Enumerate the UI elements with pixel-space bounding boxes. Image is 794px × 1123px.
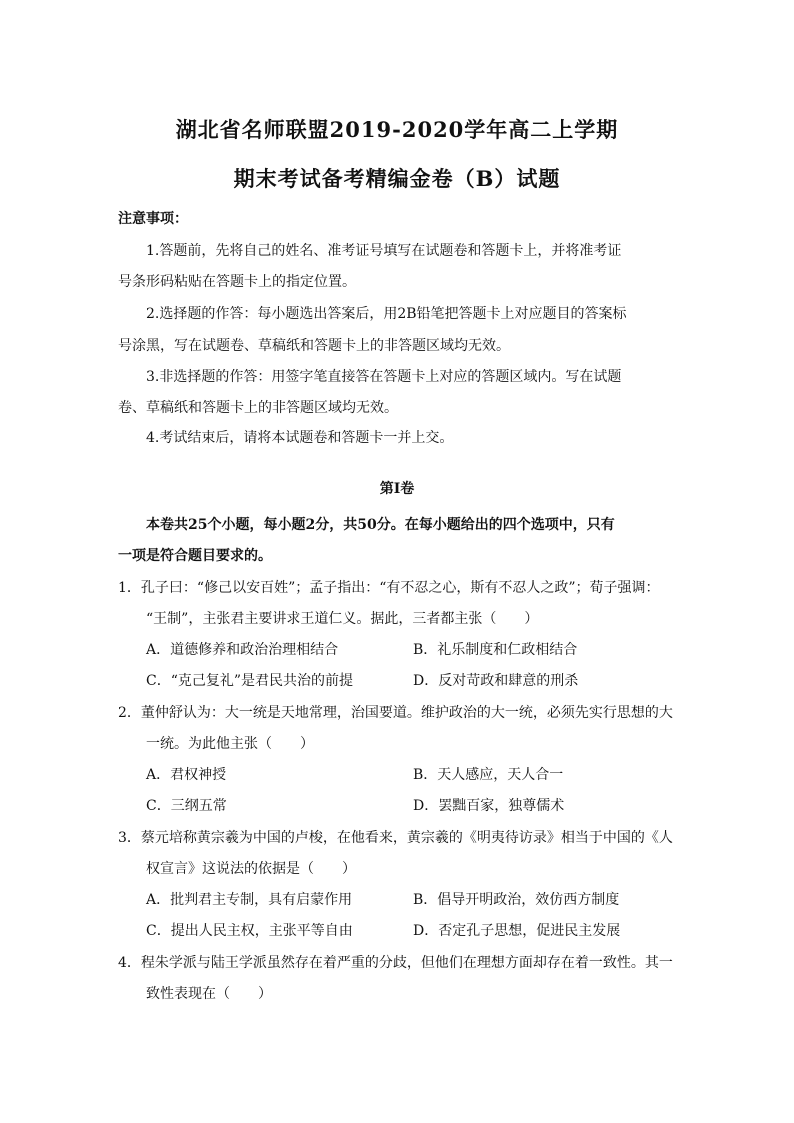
question-1-option-a: A．道德修养和政治治理相结合 <box>146 642 339 658</box>
notes-line: 1.答题前，先将自己的姓名、准考证号填写在试题卷和答题卡上，并将准考证 <box>146 243 622 259</box>
notes-line: 号涂黑，写在试题卷、草稿纸和答题卡上的非答题区域均无效。 <box>118 338 510 354</box>
question-2-stem: 2．董仲舒认为：大一统是天地常理，治国要道。维护政治的大一统，必须先实行思想的大 <box>118 705 673 721</box>
exam-title-line2: 期末考试备考精编金卷（B）试题 <box>233 166 561 191</box>
exam-title-line1: 湖北省名师联盟2019-2020学年高二上学期 <box>175 117 619 142</box>
section-intro-line2: 一项是符合题目要求的。 <box>118 548 272 564</box>
question-3-option-c: C．提出人民主权，主张平等自由 <box>146 923 353 939</box>
question-3-option-a: A．批判君主专制，具有启蒙作用 <box>146 892 353 908</box>
notes-line: 卷、草稿纸和答题卡上的非答题区域均无效。 <box>118 400 398 416</box>
notes-line: 4.考试结束后，请将本试题卷和答题卡一并上交。 <box>146 430 454 446</box>
question-1-stem: 1．孔子曰：“修己以安百姓”；孟子指出：“有不忍之心，斯有不忍人之政”；荀子强调： <box>118 580 660 596</box>
notes-heading: 注意事项： <box>118 211 188 227</box>
notes-line: 号条形码粘贴在答题卡上的指定位置。 <box>118 274 356 290</box>
notes-line: 3.非选择题的作答：用签字笔直接答在答题卡上对应的答题区域内。写在试题 <box>146 369 622 385</box>
question-1-option-c: C．“克己复礼”是君民共治的前提 <box>146 673 354 689</box>
question-2-option-a: A．君权神授 <box>146 767 227 783</box>
question-2-option-c: C．三纲五常 <box>146 798 227 814</box>
question-3-option-d: D．否定孔子思想，促进民主发展 <box>413 923 621 939</box>
question-2-option-b: B．天人感应，天人合一 <box>413 767 564 783</box>
question-2-stem-cont: 一统。为此他主张（ ） <box>146 736 314 752</box>
notes-line: 2.选择题的作答：每小题选出答案后，用2B铅笔把答题卡上对应题目的答案标 <box>146 306 627 322</box>
question-1-stem-cont: “王制”，主张君主要讲求王道仁义。据此，三者都主张（ ） <box>146 611 539 627</box>
section-title: 第Ⅰ卷 <box>379 481 415 497</box>
question-4-stem-cont: 致性表现在（ ） <box>146 986 272 1002</box>
question-1-option-d: D．反对苛政和肆意的刑杀 <box>413 673 579 689</box>
question-2-option-d: D．罢黜百家，独尊儒术 <box>413 798 565 814</box>
question-4-stem: 4．程朱学派与陆王学派虽然存在着严重的分歧，但他们在理想方面却存在着一致性。其一 <box>118 955 673 971</box>
question-3-stem-cont: 权宣言》这说法的依据是（ ） <box>146 861 356 877</box>
section-intro-line1: 本卷共25个小题，每小题2分，共50分。在每小题给出的四个选项中，只有 <box>146 517 615 533</box>
question-3-stem: 3．蔡元培称黄宗羲为中国的卢梭，在他看来，黄宗羲的《明夷待访录》相当于中国的《人 <box>118 830 673 846</box>
question-3-option-b: B．倡导开明政治，效仿西方制度 <box>413 892 620 908</box>
question-1-option-b: B．礼乐制度和仁政相结合 <box>413 642 578 658</box>
